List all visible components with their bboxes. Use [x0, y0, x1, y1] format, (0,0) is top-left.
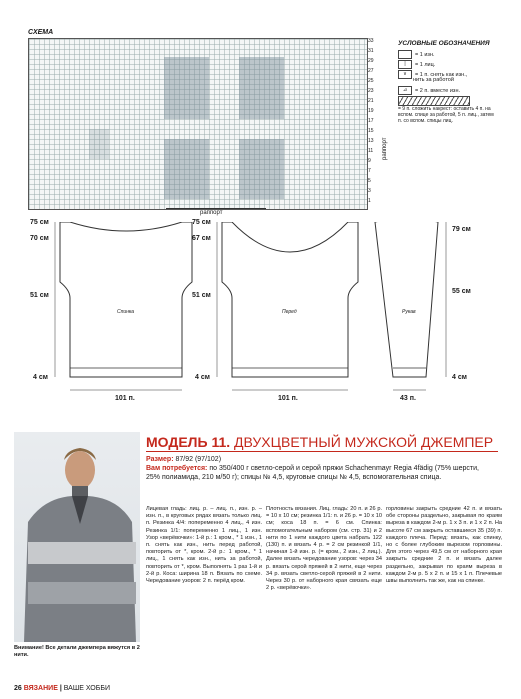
legend-item: = 1 изн.	[398, 50, 435, 59]
front-height-4: 4 см	[195, 374, 210, 381]
sleeve-height-79: 79 см	[452, 226, 471, 233]
row-number: 17	[368, 118, 374, 124]
cable-block	[239, 57, 284, 119]
instruction-column-1: Лицевая гладь: лиц. р. – лиц. п., изн. р. – изн. п., в круговых рядах вязать только лиц. п. Резинка 4/4: попеременно 4 лиц., 4 изн. Резинка 1/1: попеременно 1 лиц., 1 изн. Узор «верёвочки»: 1-й р.: 1 кром., * 1 изн., 1 п. снять как изн., нить перед работой, повторить от *, кром. 2-й р.: 1 кром., * 1 лиц., 1 снять как изн., нить за работой, повторить от *, кром. Выполнять 1 раз 1-й и 2-й р. Коса: ширина 18 п. Вязать по схеме. Чередование узоров: 2 п. перёд кром.	[146, 506, 262, 585]
model-heading: МОДЕЛЬ 11. ДВУХЦВЕТНЫЙ МУЖСКОЙ ДЖЕМПЕР	[146, 434, 494, 450]
front-height-75: 75 см	[192, 219, 211, 226]
title-rule	[146, 451, 498, 452]
row-number: 21	[368, 98, 374, 104]
cable-block	[239, 139, 284, 199]
back-width: 101 п.	[115, 395, 135, 402]
cross-symbol	[398, 96, 470, 106]
row-number: 3	[368, 188, 371, 194]
model-photo	[14, 432, 140, 642]
repeat-label: раппорт	[200, 210, 223, 216]
legend-item: ⊿ = 2 п. вместе изн.	[398, 86, 460, 95]
row-number: 23	[368, 88, 374, 94]
legend-item: ∨ = 1 п. снять как изн.,	[398, 70, 467, 79]
front-outline	[222, 222, 358, 377]
row-number: 33	[368, 38, 374, 44]
chart-title: СХЕМА	[28, 29, 54, 36]
row-number: 7	[368, 168, 371, 174]
row-number-column	[368, 38, 380, 208]
row-number: 9	[368, 158, 371, 164]
legend-item-cont: нить за работой	[413, 77, 454, 83]
row-number: 1	[368, 198, 371, 204]
garment-schematic	[0, 222, 521, 412]
back-outline	[60, 222, 192, 377]
cable-block	[164, 57, 209, 119]
front-height-67: 67 см	[192, 235, 211, 242]
front-width: 101 п.	[278, 395, 298, 402]
instruction-column-2: Плотность вязания. Лиц. гладь: 20 п. и 26 р. = 10 х 10 см; резинка 1/1: п. и 26 р. = 10 х 10 см; коса 18 п. = 6 см. Спинка: вспомогательным набором (см. стр. 31) и 2 нити по 1 нити каждого цвета набрать 122 (130) п. и вязать 4 р. = 2 см резинкой 1/1, начиная 1-й изн. р. (= кром., 2 изн., 2 лиц.). Далее вязать чередование узоров: через 34 р. вязать серой пряжей в 2 нити, еще через 34 р. вязать светло-серой пряжей в 2 нити. Через 30 р. от наборного края связать еще 2 р. «верёвочки».	[266, 506, 382, 592]
sleeve-outline	[375, 222, 438, 377]
model-intro: Размер: 87/92 (97/102) Вам потребуется: по 350/400 г светло-серой и серой пряжи Schachenmayr Regia 4fädig (75% шерсти, 25% полиамида, 210 м/50 г); спицы № 4,5, круговые спицы № 4,5, вспомогательная спица.	[146, 456, 479, 481]
legend-title: УСЛОВНЫЕ ОБОЗНАЧЕНИЯ	[398, 40, 490, 47]
row-number: 25	[368, 78, 374, 84]
row-number: 19	[368, 108, 374, 114]
row-number: 11	[368, 148, 374, 154]
back-height-75: 75 см	[30, 219, 49, 226]
back-height-51: 51 см	[30, 292, 49, 299]
row-number: 15	[368, 128, 374, 134]
row-number: 27	[368, 68, 374, 74]
cable-block	[89, 129, 109, 159]
back-label: Спинка	[117, 309, 135, 315]
row-number: 31	[368, 48, 374, 54]
row-number: 5	[368, 178, 371, 184]
sleeve-width: 43 п.	[400, 395, 416, 402]
row-number: 13	[368, 138, 374, 144]
sleeve-height-4: 4 см	[452, 374, 467, 381]
front-label: Перед	[282, 309, 297, 315]
repeat-bracket	[166, 208, 266, 209]
row-number: 29	[368, 58, 374, 64]
front-height-51: 51 см	[192, 292, 211, 299]
back-height-4: 4 см	[33, 374, 48, 381]
legend-item: | = 1 лиц.	[398, 60, 435, 69]
sleeve-height-55: 55 см	[452, 288, 471, 295]
knitting-chart	[28, 38, 368, 210]
sleeve-label: Рукав	[402, 309, 416, 315]
photo-caption: Внимание! Все детали джемпера вяжутся в 2 нити.	[14, 645, 140, 658]
instruction-column-3: горловины закрыть средние 42 п. и вязать обе стороны раздельно, закрывая по краям выреза в каждом 2-м р. 1 х 3 п. и 1 х 2 п. На высоте 67 см закрыть оставшиеся 35 (39) п. каждого плеча. Перед: вязать, как спинку, но с более глубоким вырезом горловины. Для этого через 49,5 см от наборного края закрыть средние 2 п. и вязать далее раздельно, закрывая по краям выреза в каждом 2-м р. 5 х 2 п. и 15 х 1 п. Плечевые швы выполнить так же, как на спинке.	[386, 506, 502, 585]
side-repeat-label: раппорт	[382, 137, 388, 160]
back-height-70: 70 см	[30, 235, 49, 242]
page-footer: 26 ВЯЗАНИЕ | ВАШЕ ХОББИ	[14, 685, 110, 692]
legend-cross-text: = 9 п. сложить накрест: оставить 4 п. на вспом. спице за работой, 5 п. лиц., затем п. со вспом. спицы лиц.	[398, 106, 494, 124]
cable-block	[164, 139, 209, 199]
